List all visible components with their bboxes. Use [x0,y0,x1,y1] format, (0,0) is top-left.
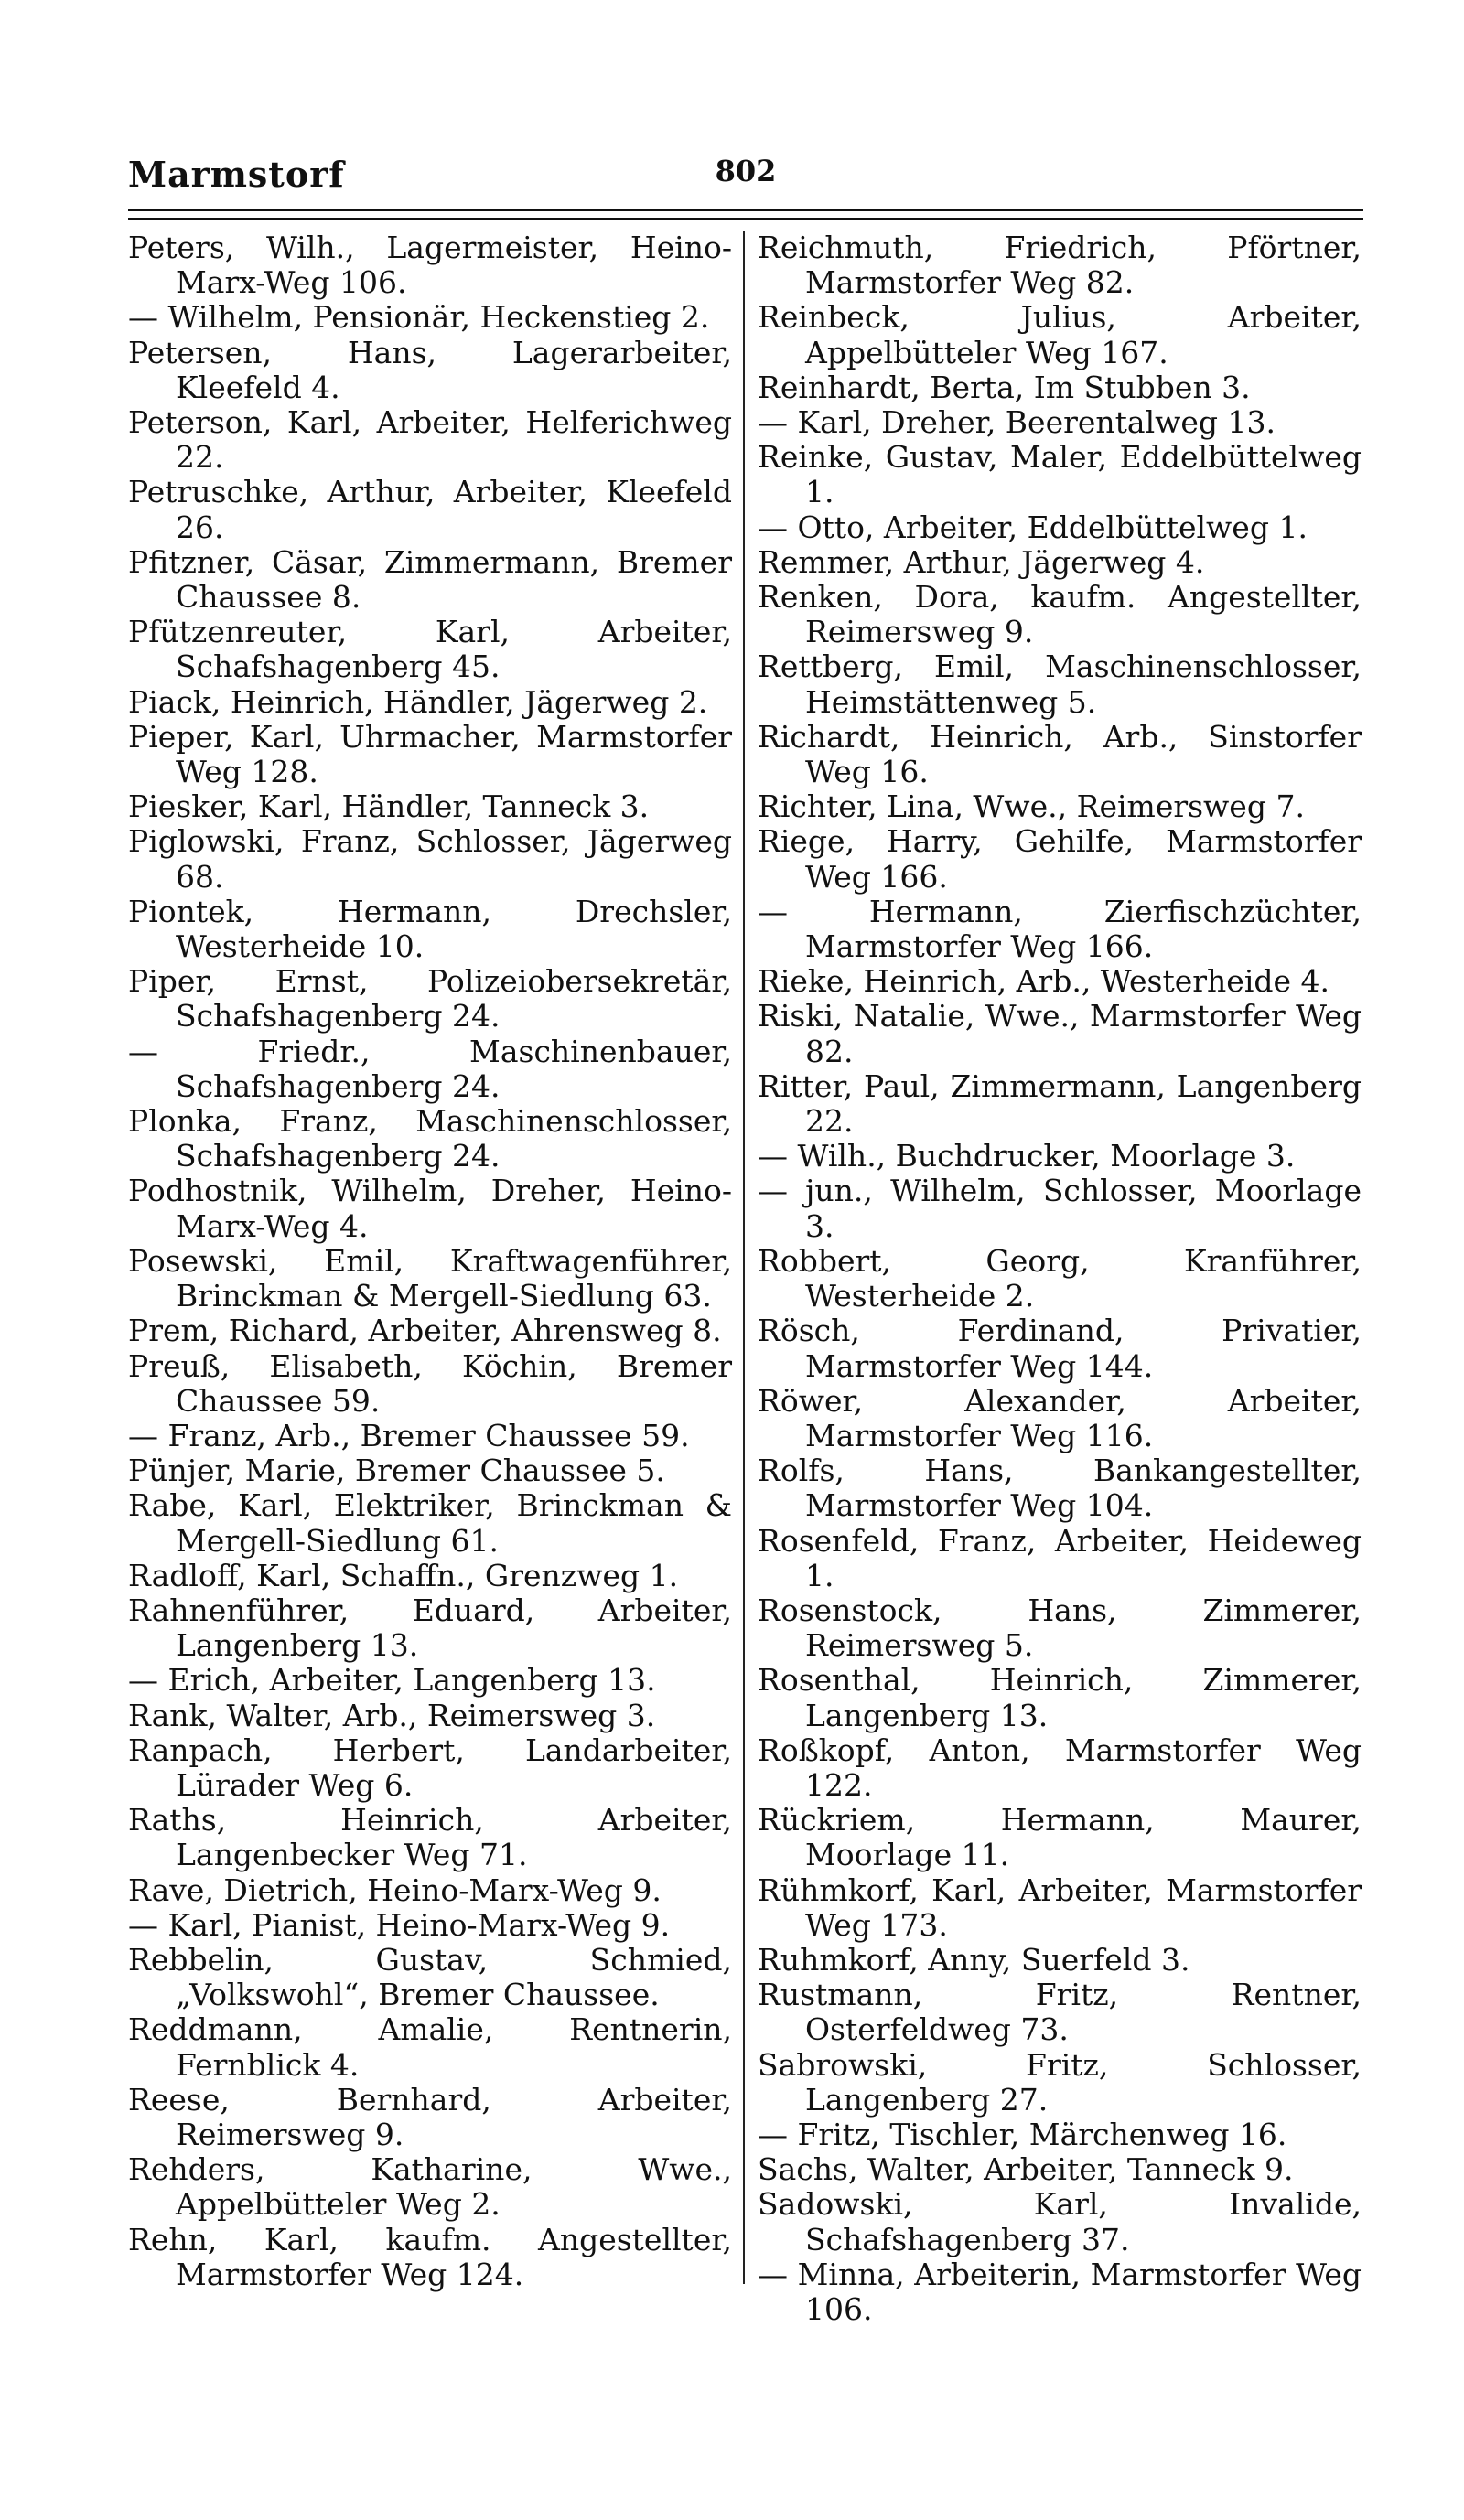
right-column [758,231,1362,2327]
directory-entry: — Fritz, Tischler, Märchenweg 16. [758,2116,1287,2152]
directory-entry: Roßkopf, Anton, Marmstorfer Weg 122. [758,1732,1362,1803]
directory-entry: — Franz, Arb., Bremer Chaussee 59. [128,1417,690,1453]
directory-entry: — Karl, Pianist, Heino-Marx-Weg 9. [128,1906,671,1943]
directory-entry: Reddmann, Amalie, Rentnerin, Fernblick 4. [128,2011,732,2083]
directory-entry: Rank, Walter, Arb., Reimersweg 3. [128,1697,656,1733]
directory-entry: Radloff, Karl, Schaffn., Grenzweg 1. [128,1557,679,1593]
directory-entry: Sadowski, Karl, Invalide, Schafshagenberg 37. [758,2186,1362,2257]
directory-entry: Piack, Heinrich, Händler, Jägerweg 2. [128,683,708,720]
directory-entry: Rolfs, Hans, Bankangestellter, Marmstorfer Weg 104. [758,1453,1362,1524]
page-number: 802 [715,154,777,188]
directory-entry: Rabe, Karl, Elektriker, Brinckman & Mergell-Siedlung 61. [128,1487,732,1559]
directory-entry: Piper, Ernst, Polizeiobersekretär, Schafshagenberg 24. [128,963,732,1035]
directory-entry: Podhostnik, Wilhelm, Dreher, Heino-Marx-Weg 4. [128,1173,732,1244]
directory-entry: Prem, Richard, Arbeiter, Ahrensweg 8. [128,1313,722,1349]
directory-entry: Rosenstock, Hans, Zimmerer, Reimersweg 5. [758,1592,1362,1664]
directory-entry: Petruschke, Arthur, Arbeiter, Kleefeld 26. [128,474,732,545]
directory-entry: Preuß, Elisabeth, Köchin, Bremer Chaussee 59. [128,1347,732,1419]
column-divider [743,231,745,2284]
directory-entry: Peterson, Karl, Arbeiter, Helferichweg 22. [128,404,732,476]
directory-entry: — Minna, Arbeiterin, Marmstorfer Weg 106. [758,2256,1362,2327]
directory-entry: Richter, Lina, Wwe., Reimersweg 7. [758,788,1305,825]
directory-entry: — Erich, Arbeiter, Langenberg 13. [128,1662,656,1699]
directory-entry: Reinke, Gustav, Maler, Eddelbüttelweg 1. [758,439,1362,510]
directory-entry: Posewski, Emil, Kraftwagenführer, Brinckman & Mergell-Siedlung 63. [128,1242,732,1314]
directory-entry: Raths, Heinrich, Arbeiter, Langenbecker Weg 71. [128,1802,732,1873]
left-column [128,231,732,2292]
directory-entry: — Wilhelm, Pensionär, Heckenstieg 2. [128,299,710,336]
directory-entry: Robbert, Georg, Kranführer, Westerheide 2. [758,1242,1362,1314]
directory-entry: — Karl, Dreher, Beerentalweg 13. [758,404,1276,441]
directory-entry: Pfitzner, Cäsar, Zimmermann, Bremer Chaussee 8. [128,543,732,616]
directory-entry: Rahnenführer, Eduard, Arbeiter, Langenberg 13. [128,1592,732,1664]
directory-entry: Reichmuth, Friedrich, Pförtner, Marmstorfer Weg 82. [758,230,1362,301]
directory-entry: — jun., Wilhelm, Schlosser, Moorlage 3. [758,1173,1362,1244]
running-head-place: Marmstorf [128,154,345,195]
directory-entry: Ranpach, Herbert, Landarbeiter, Lürader Weg 6. [128,1732,732,1803]
directory-entry: Rettberg, Emil, Maschinenschlosser, Heimstättenweg 5. [758,649,1362,720]
directory-entry: — Otto, Arbeiter, Eddelbüttelweg 1. [758,509,1308,545]
directory-entry: Rosenfeld, Franz, Arbeiter, Heideweg 1. [758,1522,1362,1593]
directory-entry: Sabrowski, Fritz, Schlosser, Langenberg 27. [758,2046,1362,2118]
header-rule-bottom [128,218,1363,220]
directory-entry: Peters, Wilh., Lagermeister, Heino-Marx-Weg 106. [128,230,732,301]
directory-entry: Petersen, Hans, Lagerarbeiter, Kleefeld 4. [128,334,732,405]
directory-entry: Rebbelin, Gustav, Schmied, „Volkswohl“, Bremer Chaussee. [128,1941,732,2013]
directory-entry: Reese, Bernhard, Arbeiter, Reimersweg 9. [128,2081,732,2152]
directory-entry: Plonka, Franz, Maschinenschlosser, Schafshagenberg 24. [128,1103,732,1174]
directory-entry: Rosenthal, Heinrich, Zimmerer, Langenberg 13. [758,1662,1362,1733]
directory-entry: — Wilh., Buchdrucker, Moorlage 3. [758,1138,1296,1174]
directory-entry: Piontek, Hermann, Drechsler, Westerheide 10. [128,893,732,965]
directory-entry: Reinhardt, Berta, Im Stubben 3. [758,369,1251,405]
directory-entry: Riege, Harry, Gehilfe, Marmstorfer Weg 166. [758,823,1362,895]
directory-entry: Richardt, Heinrich, Arb., Sinstorfer Weg 16. [758,718,1362,790]
directory-entry: Renken, Dora, kaufm. Angestellter, Reimersweg 9. [758,579,1362,650]
directory-entry: Remmer, Arthur, Jägerweg 4. [758,543,1205,580]
directory-entry: Rückriem, Hermann, Maurer, Moorlage 11. [758,1802,1362,1873]
directory-entry: Ritter, Paul, Zimmermann, Langenberg 22. [758,1067,1362,1140]
directory-entry: — Friedr., Maschinenbauer, Schafshagenberg 24. [128,1033,732,1104]
directory-entry: Rehders, Katharine, Wwe., Appelbütteler Weg 2. [128,2151,732,2223]
directory-entry: Rühmkorf, Karl, Arbeiter, Marmstorfer Weg 173. [758,1871,1362,1943]
directory-entry: Rustmann, Fritz, Rentner, Osterfeldweg 73. [758,1977,1362,2048]
directory-entry: Rehn, Karl, kaufm. Angestellter, Marmstorfer Weg 124. [128,2221,732,2292]
directory-entry: Sachs, Walter, Arbeiter, Tanneck 9. [758,2151,1294,2188]
directory-entry: Riski, Natalie, Wwe., Marmstorfer Weg 82. [758,998,1362,1069]
directory-entry: Pünjer, Marie, Bremer Chaussee 5. [128,1453,665,1489]
directory-entry: Rösch, Ferdinand, Privatier, Marmstorfer Weg 144. [758,1313,1362,1384]
directory-entry: Pfützenreuter, Karl, Arbeiter, Schafshagenberg 45. [128,614,732,685]
directory-entry: — Hermann, Zierfischzüchter, Marmstorfer Weg 166. [758,893,1362,965]
page-header [128,154,1363,209]
directory-entry: Piglowski, Franz, Schlosser, Jägerweg 68. [128,823,732,895]
directory-entry: Röwer, Alexander, Arbeiter, Marmstorfer Weg 116. [758,1382,1362,1453]
directory-entry: Piesker, Karl, Händler, Tanneck 3. [128,788,650,825]
directory-entry: Ruhmkorf, Anny, Suerfeld 3. [758,1941,1190,1978]
directory-entry: Rieke, Heinrich, Arb., Westerheide 4. [758,963,1330,1000]
directory-entry: Pieper, Karl, Uhrmacher, Marmstorfer Weg 128. [128,718,732,790]
directory-entry: Rave, Dietrich, Heino-Marx-Weg 9. [128,1871,662,1908]
header-rule-top [128,209,1363,211]
directory-entry: Reinbeck, Julius, Arbeiter, Appelbütteler Weg 167. [758,299,1362,370]
